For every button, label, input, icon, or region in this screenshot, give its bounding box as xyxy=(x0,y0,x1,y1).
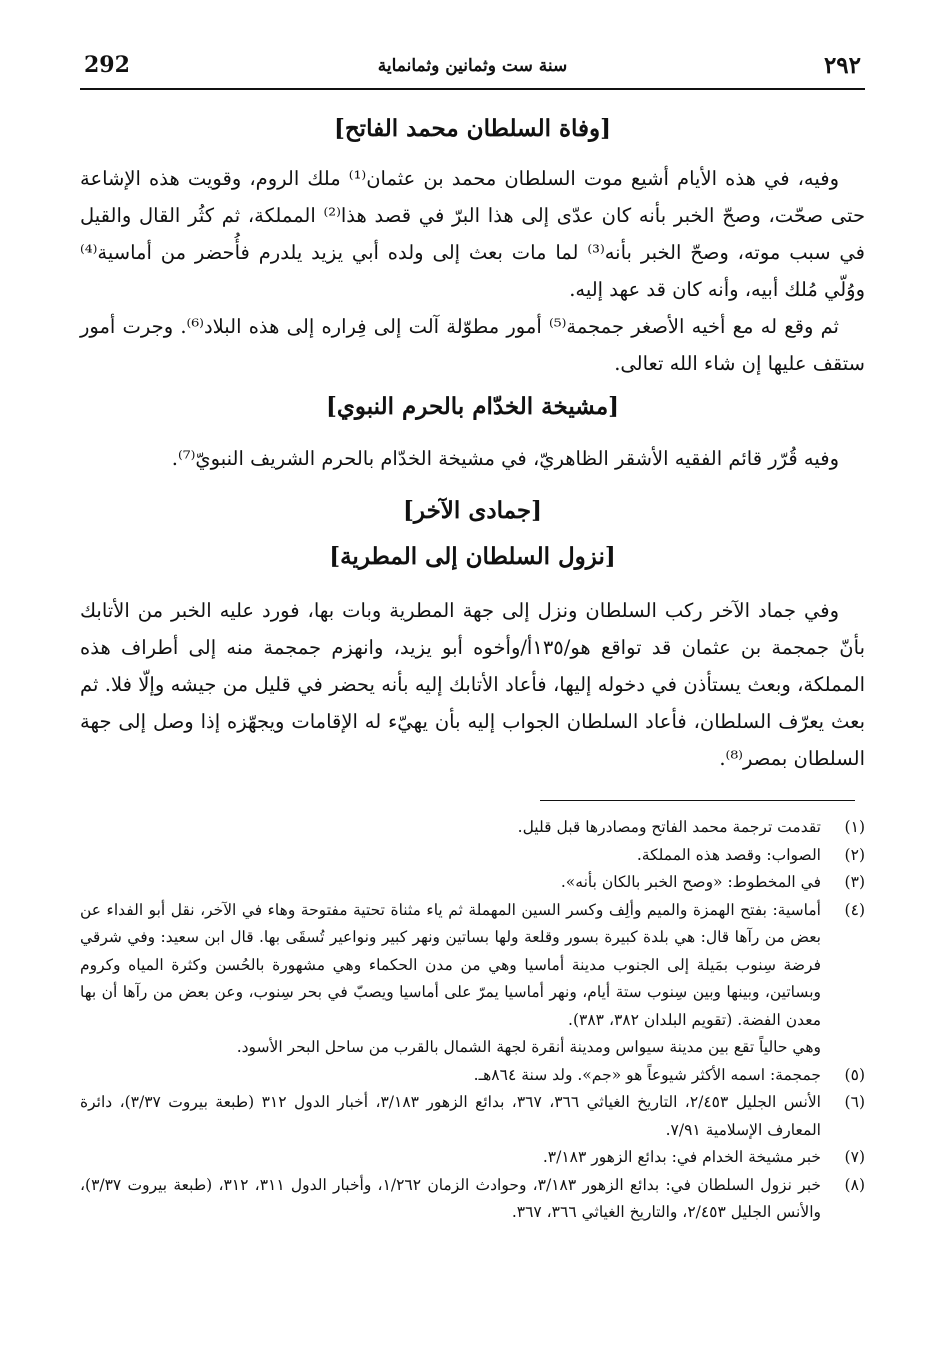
footnote-number: (١) xyxy=(844,818,865,836)
footnote-text: تقدمت ترجمة محمد الفاتح ومصادرها قبل قليل. xyxy=(517,818,821,836)
footnote-6 xyxy=(80,1089,865,1144)
paragraph-1: وفيه، في هذه الأيام أشيع موت السلطان محمد بن عثمان⁽¹⁾ ملك الروم، وقويت هذه الإشاعة حتى صحّت، وصحّ الخبر بأنه كان عدّى إلى هذا البرّ في قصد هذا⁽²⁾ المملكة، ثم كثُر القال والقيل في سبب موته، وصحّ الخبر بأنه⁽³⁾ لما مات بعث إلى ولده أبي يزيد يلدرم فأُحضر من أماسية⁽⁴⁾ ووُلّي مُلك أبيه، وأنه كان قد عهد إليه. xyxy=(80,167,865,301)
footnote-text: خبر مشيخة الخدام في: بدائع الزهور ٣/١٨٣. xyxy=(542,1148,821,1166)
footnote-text: الصواب: وقصد هذه المملكة. xyxy=(636,845,821,864)
footnote-number: (٥) xyxy=(844,1065,865,1084)
paragraph-4: وفي جماد الآخر ركب السلطان ونزل إلى جهة المطرية وبات بها، فورد عليه الخبر من الأتابك بأنّ جمجمة بن عثمان قد تواقع هو/١٣٥أ/وأخوه أبو يزيد، وانهزم جمجمة منه إلى أطراف هذه المملكة، وبعث يستأذن في دخوله إليها، فأعاد الأتابك إليه بأنه يحضر في قليل من جيشه وإلّا فلا. ثم بعث يعرّف السلطان، فأعاد السلطان الجواب إليه بأن يهيّء له الإقامات ويجهّزه إذا وصل إلى جهة السلطان بمصر⁽⁸⁾. xyxy=(80,599,865,770)
footnotes xyxy=(80,814,865,1227)
footnote-2 xyxy=(80,842,865,870)
footnote-divider xyxy=(540,800,855,801)
footnote-text: أماسية: بفتح الهمزة والميم وألِف وكسر السين المهملة ثم ياء مثناة تحتية مفتوحة وهاء في الآخر، نقل أبو الفداء عن بعض من رآها قال: هي بلدة كبيرة بسور وقلعة ولها بساتين ونهر كبير ونواعير تُسقَى بها. قال ابن سعيد: وفي شرقي فرضة سِنوب بمَيلة إلى الجنوب مدينة أماسيا وهي من مدن الحكماء وهي مشهورة بالحُسن وكثرة المياه وكروم وبساتين، وبينها وبين سِنوب ستة أيام، ونهر أماسيا يمرّ على أماسيا ويصبّ في بحر سِنوب، وعن بعض من رآها أن بها معدن الفضة. (تقويم البلدان ٣٨٢، ٣٨٣). xyxy=(80,900,821,1029)
footnote-5 xyxy=(80,1062,865,1090)
footnote-4-continuation: وهي حالياً تقع بين مدينة سيواس ومدينة أنقرة لجهة الشمال بالقرب من ساحل البحر الأسود. xyxy=(236,1038,821,1056)
body-section-3 xyxy=(80,592,865,777)
body-section-2 xyxy=(80,440,865,477)
section-heading-death-of-mehmed: [وفاة السلطان محمد الفاتح] xyxy=(333,115,612,142)
section-heading-sultan-matariya: [نزول السلطان إلى المطرية] xyxy=(329,543,616,570)
page-number-arabic: ٢٩٢ xyxy=(823,52,861,79)
footnote-4 xyxy=(80,897,865,1035)
paragraph-3: وفيه قُرّر قائم الفقيه الأشقر الظاهريّ، في مشيخة الخدّام بالحرم الشريف النبويّ⁽⁷⁾. xyxy=(171,447,839,470)
section-heading-servants-guild: [مشيخة الخدّام بالحرم النبوي] xyxy=(325,393,620,420)
footnote-text: جمجمة: اسمه الأكثر شيوعاً هو «جم». ولد سنة ٨٦٤هـ. xyxy=(473,1065,821,1084)
footnote-number: (٤) xyxy=(844,900,865,919)
footnote-1 xyxy=(80,814,865,842)
section-heading-jumada: [جمادى الآخر] xyxy=(403,497,542,524)
footnote-number: (٦) xyxy=(844,1093,865,1111)
paragraph-2: ثم وقع له مع أخيه الأصغر جمجمة⁽⁵⁾ أمور مطوّلة آلت إلى فِراره إلى هذه البلاد⁽⁶⁾. وجرت أمور ستقف عليها إن شاء الله تعالى. xyxy=(80,315,865,375)
body-section-1 xyxy=(80,160,865,382)
running-head xyxy=(80,48,865,90)
footnote-7 xyxy=(80,1144,865,1172)
footnote-3 xyxy=(80,869,865,897)
footnote-number: (٨) xyxy=(844,1175,865,1194)
footnote-text: الأنس الجليل ٢/٤٥٣، التاريخ الغياثي ٣٦٦، ٣٦٧، بدائع الزهور ٣/١٨٣، أخبار الدول ٣١٢ (طبعة بيروت ٣/٣٧)، دائرة المعارف الإسلامية ٧/٩١. xyxy=(80,1093,821,1139)
footnote-text: خبر نزول السلطان في: بدائع الزهور ٣/١٨٣، وحوادث الزمان ١/٢٦٢، وأخبار الدول ٣١١، ٣١٢، (طبعة بيروت ٣/٣٧)، والأنس الجليل ٢/٤٥٣، والتاريخ الغياثي ٣٦٦، ٣٦٧. xyxy=(80,1175,821,1221)
footnote-text: في المخطوط: «وصح الخبر بالكان بأنه». xyxy=(560,873,821,891)
footnote-8 xyxy=(80,1172,865,1227)
footnote-number: (٧) xyxy=(844,1148,865,1166)
footnote-number: (٣) xyxy=(844,873,865,891)
running-title: سنة ست وثمانين وثمانماية xyxy=(377,56,568,76)
page-number-latin: 292 xyxy=(84,52,130,78)
footnote-number: (٢) xyxy=(844,845,865,864)
